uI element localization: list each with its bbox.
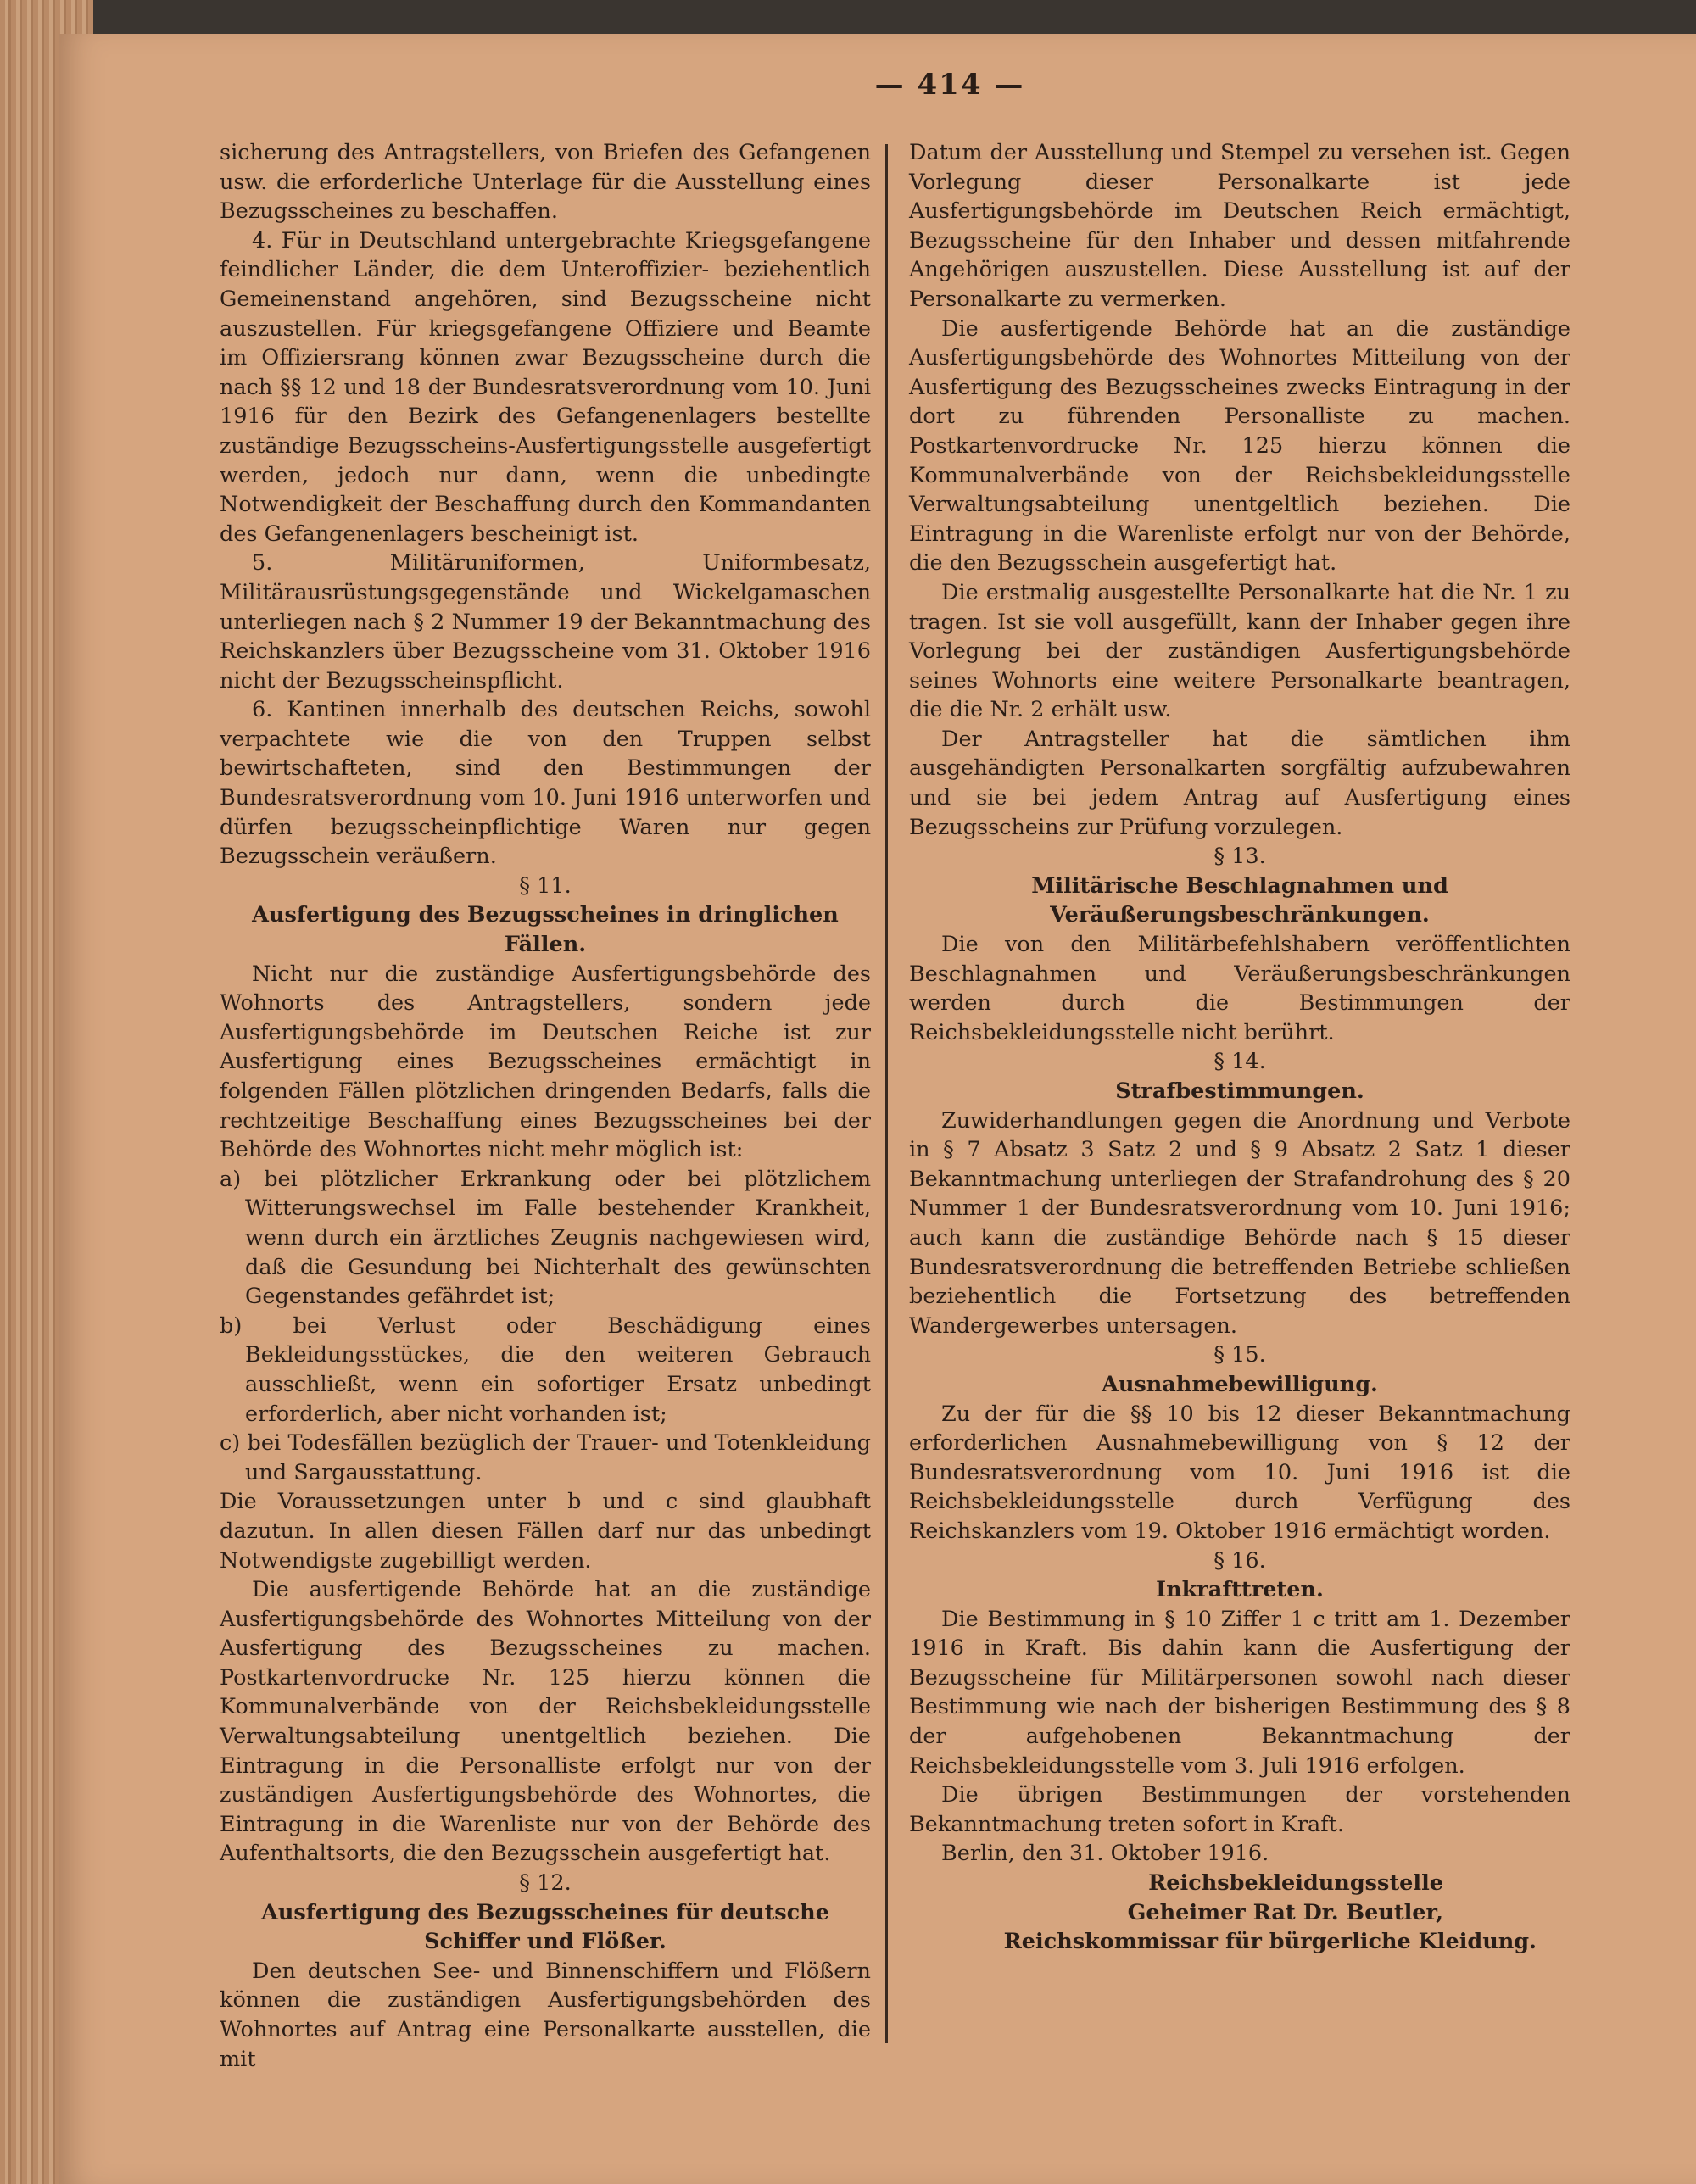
paragraph: Zu der für die §§ 10 bis 12 dieser Bekanntmachung erforderlichen Ausnahmebewilligung von § 12 der Bundesratsverordnung vom 10. Juni 1916 ist die Reichsbekleidungsstelle durch Verfügung des Reichskanzlers vom 19. Oktober 1916 ermächtigt worden.	[909, 1401, 1570, 1544]
signature-office: Reichsbekleidungsstelle	[1148, 1870, 1443, 1897]
section-heading: Inkrafttreten.	[1156, 1577, 1324, 1603]
right-column	[909, 138, 1570, 1957]
paragraph: Die Voraussetzungen unter b und c sind glaubhaft dazutun. In allen diesen Fällen darf nur das unbedingt Notwendigste zugebilligt werden.	[220, 1489, 871, 1574]
list-item: b) bei Verlust oder Beschädigung eines Bekleidungsstückes, die den weiteren Gebrauch ausschließt, wenn ein sofortiger Ersatz unbedingt erforderlich, aber nicht vorhanden ist;	[220, 1312, 871, 1427]
paragraph: sicherung des Antragstellers, von Briefen des Gefangenen usw. die erforderliche Unterlage für die Ausstellung eines Bezugsscheines zu beschaffen.	[220, 140, 871, 225]
section-number: § 13.	[1213, 844, 1266, 870]
section-number: § 14.	[1213, 1049, 1266, 1075]
paragraph: Datum der Ausstellung und Stempel zu versehen ist. Gegen Vorlegung dieser Personalkarte ist jede Ausfertigungsbehörde im Deutschen Reich ermächtigt, Bezugsscheine für den Inhaber und dessen mitfahrende Angehörigen auszustellen. Diese Ausstellung ist auf der Personalkarte zu vermerken.	[909, 140, 1570, 312]
section-heading: Ausfertigung des Bezugsscheines in dringlichen Fällen.	[252, 902, 839, 958]
paragraph: Die von den Militärbefehlshabern veröffentlichten Beschlagnahmen und Veräußerungsbeschränkungen werden durch die Bestimmungen der Reichsbekleidungsstelle nicht berührt.	[909, 932, 1570, 1045]
section-heading: Ausnahmebewilligung.	[1102, 1371, 1378, 1397]
list-item: c) bei Todesfällen bezüglich der Trauer- und Totenkleidung und Sargausstattung.	[220, 1430, 871, 1485]
paragraph: Die ausfertigende Behörde hat an die zuständige Ausfertigungsbehörde des Wohnortes Mitteilung von der Ausfertigung des Bezugsscheines zwecks Eintragung in der dort zu führenden Personalliste zu machen. Postkartenvordrucke Nr. 125 hierzu können die Kommunalverbände von der Reichsbekleidungsstelle Verwaltungsabteilung unentgeltlich beziehen. Die Eintragung in die Warenliste erfolgt nur von der Behörde, die den Bezugsschein ausgefertigt hat.	[909, 315, 1570, 577]
paragraph: 5. Militäruniformen, Uniformbesatz, Militärausrüstungsgegenstände und Wickelgamaschen unterliegen nach § 2 Nummer 19 der Bekanntmachung des Reichskanzlers über Bezugsscheine vom 31. Oktober 1916 nicht der Bezugsscheinspflicht.	[220, 550, 871, 694]
section-heading: Strafbestimmungen.	[1115, 1078, 1364, 1104]
section-number: § 11.	[519, 872, 572, 899]
paragraph: Der Antragsteller hat die sämtlichen ihm ausgehändigten Personalkarten sorgfältig aufzubewahren und sie bei jedem Antrag auf Ausfertigung eines Bezugsscheins zur Prüfung vorzulegen.	[909, 726, 1570, 840]
signature-name: Geheimer Rat Dr. Beutler,	[1127, 1899, 1443, 1925]
paragraph: Nicht nur die zuständige Ausfertigungsbehörde des Wohnorts des Antragstellers, sondern jede Ausfertigungsbehörde im Deutschen Reiche ist zur Ausfertigung eines Bezugsscheines ermächtigt in folgenden Fällen plötzlichen dringenden Bedarfs, falls die rechtzeitige Beschaffung eines Bezugsscheines bei der Behörde des Wohnortes nicht mehr möglich ist:	[220, 961, 871, 1163]
paragraph: Die ausfertigende Behörde hat an die zuständige Ausfertigungsbehörde des Wohnortes Mitteilung von der Ausfertigung des Bezugsscheines zu machen. Postkartenvordrucke Nr. 125 hierzu können die Kommunalverbände von der Reichsbekleidungsstelle Verwaltungsabteilung unentgeltlich beziehen. Die Eintragung in die Personalliste erfolgt nur von der zuständigen Ausfertigungsbehörde des Wohnortes, die Eintragung in die Warenliste nur von der Behörde des Aufenthaltsorts, die den Bezugsschein ausgefertigt hat.	[220, 1577, 871, 1867]
paragraph: Die übrigen Bestimmungen der vorstehenden Bekanntmachung treten sofort in Kraft.	[909, 1782, 1570, 1837]
left-column	[220, 138, 871, 2074]
paragraph: 6. Kantinen innerhalb des deutschen Reichs, sowohl verpachtete wie die von den Truppen selbst bewirtschafteten, sind den Bestimmungen der Bundesratsverordnung vom 10. Juni 1916 unterworfen und dürfen bezugsscheinpflichtige Waren nur gegen Bezugsschein veräußern.	[220, 697, 871, 870]
list-item: a) bei plötzlicher Erkrankung oder bei plötzlichem Witterungswechsel im Falle bestehender Krankheit, wenn durch ein ärztliches Zeugnis nachgewiesen wird, daß die Gesundung bei Nichterhalt des gewünschten Gegenstandes gefährdet ist;	[220, 1166, 871, 1310]
page-number: — 414 —	[874, 68, 1025, 102]
signature-title: Reichskommissar für bürgerliche Kleidung.	[1003, 1929, 1537, 1955]
paragraph: 4. Für in Deutschland untergebrachte Kriegsgefangene feindlicher Länder, die dem Unteroffizier- beziehentlich Gemeinenstand angehören, sind Bezugsscheine nicht auszustellen. Für kriegsgefangene Offiziere und Beamte im Offiziersrang können zwar Bezugsscheine durch die nach §§ 12 und 18 der Bundesratsverordnung vom 10. Juni 1916 für den Bezirk des Gefangenenlagers bestellte zuständige Bezugsscheins-Ausfertigungsstelle ausgefertigt werden, jedoch nur dann, wenn die unbedingte Notwendigkeit der Beschaffung durch den Kommandanten des Gefangenenlagers bescheinigt ist.	[220, 227, 871, 547]
paragraph: Die Bestimmung in § 10 Ziffer 1 c tritt am 1. Dezember 1916 in Kraft. Bis dahin kann die Ausfertigung der Bezugsscheine für Militärpersonen sowohl nach dieser Bestimmung wie nach der bisherigen Bestimmung des § 8 der aufgehobenen Bekanntmachung der Reichsbekleidungsstelle vom 3. Juli 1916 erfolgen.	[909, 1606, 1570, 1779]
section-number: § 12.	[519, 1870, 572, 1897]
section-number: § 15.	[1213, 1342, 1266, 1368]
paragraph: Die erstmalig ausgestellte Personalkarte hat die Nr. 1 zu tragen. Ist sie voll ausgefüllt, kann der Inhaber gegen ihre Vorlegung bei der zuständigen Ausfertigungsbehörde seines Wohnorts eine weitere Personalkarte beantragen, die die Nr. 2 erhält usw.	[909, 579, 1570, 723]
section-heading: Militärische Beschlagnahmen und Veräußerungsbeschränkungen.	[1031, 872, 1448, 928]
paragraph: Den deutschen See- und Binnenschiffern und Flößern können die zuständigen Ausfertigungsbehörden des Wohnortes auf Antrag eine Personalkarte ausstellen, die mit	[220, 1958, 871, 2072]
paragraph: Zuwiderhandlungen gegen die Anordnung und Verbote in § 7 Absatz 3 Satz 2 und § 9 Absatz 2 Satz 1 dieser Bekanntmachung unterliegen der Strafandrohung des § 20 Nummer 1 der Bundesratsverordnung vom 10. Juni 1916; auch kann die zuständige Behörde nach § 15 dieser Bundesratsverordnung die betreffenden Betriebe schließen beziehentlich die Fortsetzung des betreffenden Wandergewerbes untersagen.	[909, 1107, 1570, 1339]
column-divider	[885, 144, 888, 2043]
section-number: § 16.	[1213, 1547, 1266, 1574]
section-heading: Ausfertigung des Bezugsscheines für deutsche Schiffer und Flößer.	[261, 1899, 829, 1955]
date-line: Berlin, den 31. Oktober 1916.	[941, 1841, 1269, 1867]
